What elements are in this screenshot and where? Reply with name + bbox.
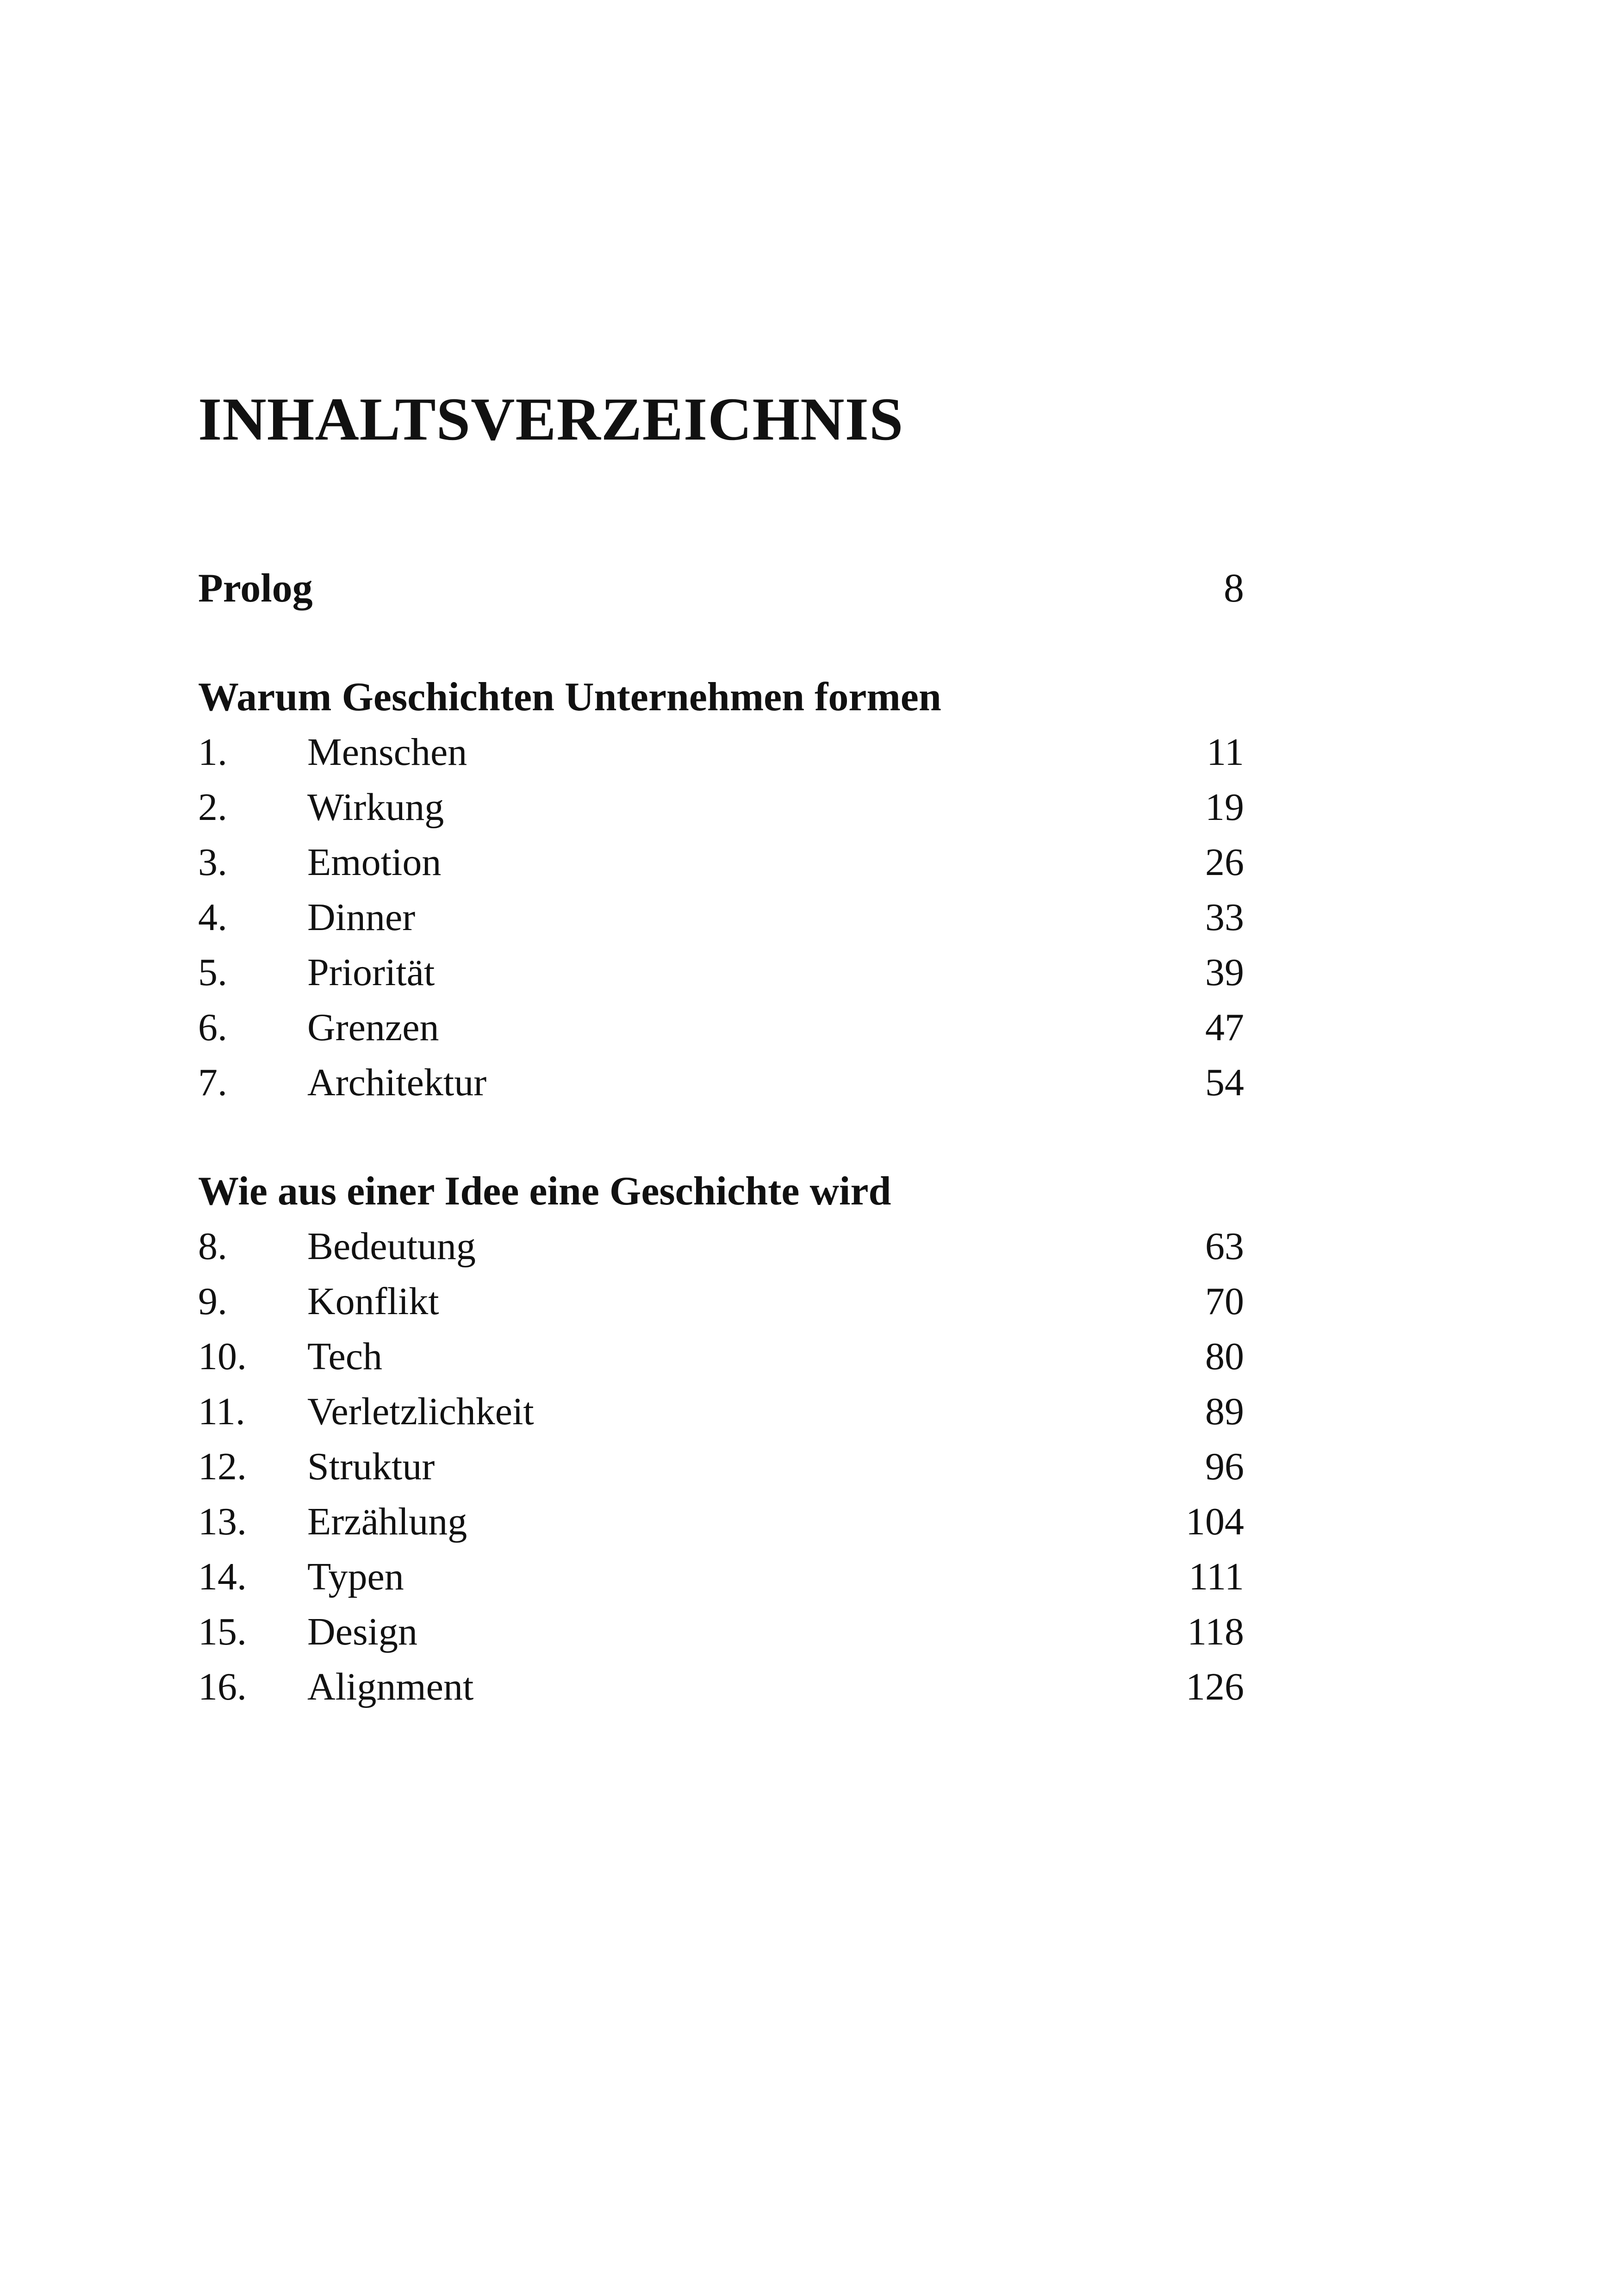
- toc-entry-page: 63: [1205, 1225, 1244, 1268]
- toc-entry-number: 2.: [198, 786, 227, 829]
- toc-section: [198, 1164, 1244, 1714]
- toc-entry-page: 33: [1205, 896, 1244, 939]
- toc-entry-page: 89: [1205, 1390, 1244, 1433]
- toc-entry-label: Wirkung: [307, 786, 444, 829]
- toc-entry-number: 3.: [198, 841, 227, 884]
- toc-entry-page: 111: [1189, 1555, 1244, 1598]
- spacer: [198, 616, 1244, 670]
- toc-entry-page: 118: [1187, 1610, 1244, 1653]
- toc-entry-number: 15.: [198, 1610, 247, 1653]
- section-heading: Warum Geschichten Unternehmen formen: [198, 675, 941, 720]
- toc-entry[interactable]: [198, 1604, 1244, 1659]
- toc-entry-number: 13.: [198, 1500, 247, 1543]
- page-title: INHALTSVERZEICHNIS: [198, 385, 904, 453]
- toc-entry-number: 7.: [198, 1061, 227, 1104]
- toc-section: [198, 670, 1244, 1110]
- toc-entry[interactable]: [198, 1000, 1244, 1055]
- toc-entry-page: 26: [1205, 841, 1244, 884]
- toc-entry-number: 9.: [198, 1280, 227, 1323]
- toc-entry-page: 54: [1205, 1061, 1244, 1104]
- toc-entry[interactable]: [198, 1384, 1244, 1439]
- toc-entry-label: Struktur: [307, 1445, 435, 1488]
- toc-entry[interactable]: [198, 1659, 1244, 1714]
- toc-entry-number: 6.: [198, 1006, 227, 1049]
- toc-entry-number: 10.: [198, 1335, 247, 1378]
- toc-entry-number: 11.: [198, 1390, 245, 1433]
- toc-entry-number: 14.: [198, 1555, 247, 1598]
- toc-entry[interactable]: [198, 1219, 1244, 1274]
- toc-entry-page: 39: [1205, 951, 1244, 994]
- toc-entry-page: 96: [1205, 1445, 1244, 1488]
- toc-entry[interactable]: [198, 1329, 1244, 1384]
- toc-entry[interactable]: [198, 945, 1244, 1000]
- toc-entry-label: Typen: [307, 1555, 404, 1598]
- toc-entry[interactable]: [198, 835, 1244, 890]
- toc-entry-label: Konflikt: [307, 1280, 439, 1323]
- toc-entry-label: Bedeutung: [307, 1225, 476, 1268]
- toc-entry[interactable]: [198, 1439, 1244, 1494]
- toc-entry-label: Architektur: [307, 1061, 487, 1104]
- toc-entry-label: Tech: [307, 1335, 383, 1378]
- toc-entry-page: 47: [1205, 1006, 1244, 1049]
- toc-entry[interactable]: [198, 780, 1244, 835]
- toc-entry-page: 80: [1205, 1335, 1244, 1378]
- toc-entry[interactable]: [198, 1549, 1244, 1604]
- toc-entry[interactable]: [198, 1055, 1244, 1110]
- section-heading: Wie aus einer Idee eine Geschichte wird: [198, 1169, 891, 1214]
- toc-entry-label: Alignment: [307, 1665, 474, 1708]
- toc-entry-number: 16.: [198, 1665, 247, 1708]
- toc-entry-page: 11: [1207, 731, 1244, 774]
- spacer: [198, 1110, 1244, 1164]
- toc-entry[interactable]: [198, 725, 1244, 780]
- toc-entry-label: Dinner: [307, 896, 416, 939]
- toc-entry-prolog[interactable]: [198, 561, 1244, 616]
- toc-entry-label: Menschen: [307, 731, 467, 774]
- toc-entry-label: Emotion: [307, 841, 442, 884]
- toc-entry-number: 8.: [198, 1225, 227, 1268]
- toc-entry-number: 5.: [198, 951, 227, 994]
- table-of-contents: [198, 561, 1244, 1714]
- toc-entry-page: 104: [1186, 1500, 1244, 1543]
- toc-entry-label: Priorität: [307, 951, 435, 994]
- toc-entry-number: 4.: [198, 896, 227, 939]
- toc-entry-label: Erzählung: [307, 1500, 467, 1543]
- toc-entry-number: 12.: [198, 1445, 247, 1488]
- toc-entry-page: 8: [1224, 566, 1244, 611]
- toc-entry-number: 1.: [198, 731, 227, 774]
- toc-entry-page: 126: [1186, 1665, 1244, 1708]
- toc-entry-label: Design: [307, 1610, 417, 1653]
- toc-entry-label: Prolog: [198, 566, 313, 611]
- toc-entry-page: 19: [1205, 786, 1244, 829]
- toc-entry-label: Grenzen: [307, 1006, 439, 1049]
- toc-entry-page: 70: [1205, 1280, 1244, 1323]
- toc-entry[interactable]: [198, 1274, 1244, 1329]
- toc-entry[interactable]: [198, 890, 1244, 945]
- toc-entry-label: Verletzlichkeit: [307, 1390, 534, 1433]
- toc-entry[interactable]: [198, 1494, 1244, 1549]
